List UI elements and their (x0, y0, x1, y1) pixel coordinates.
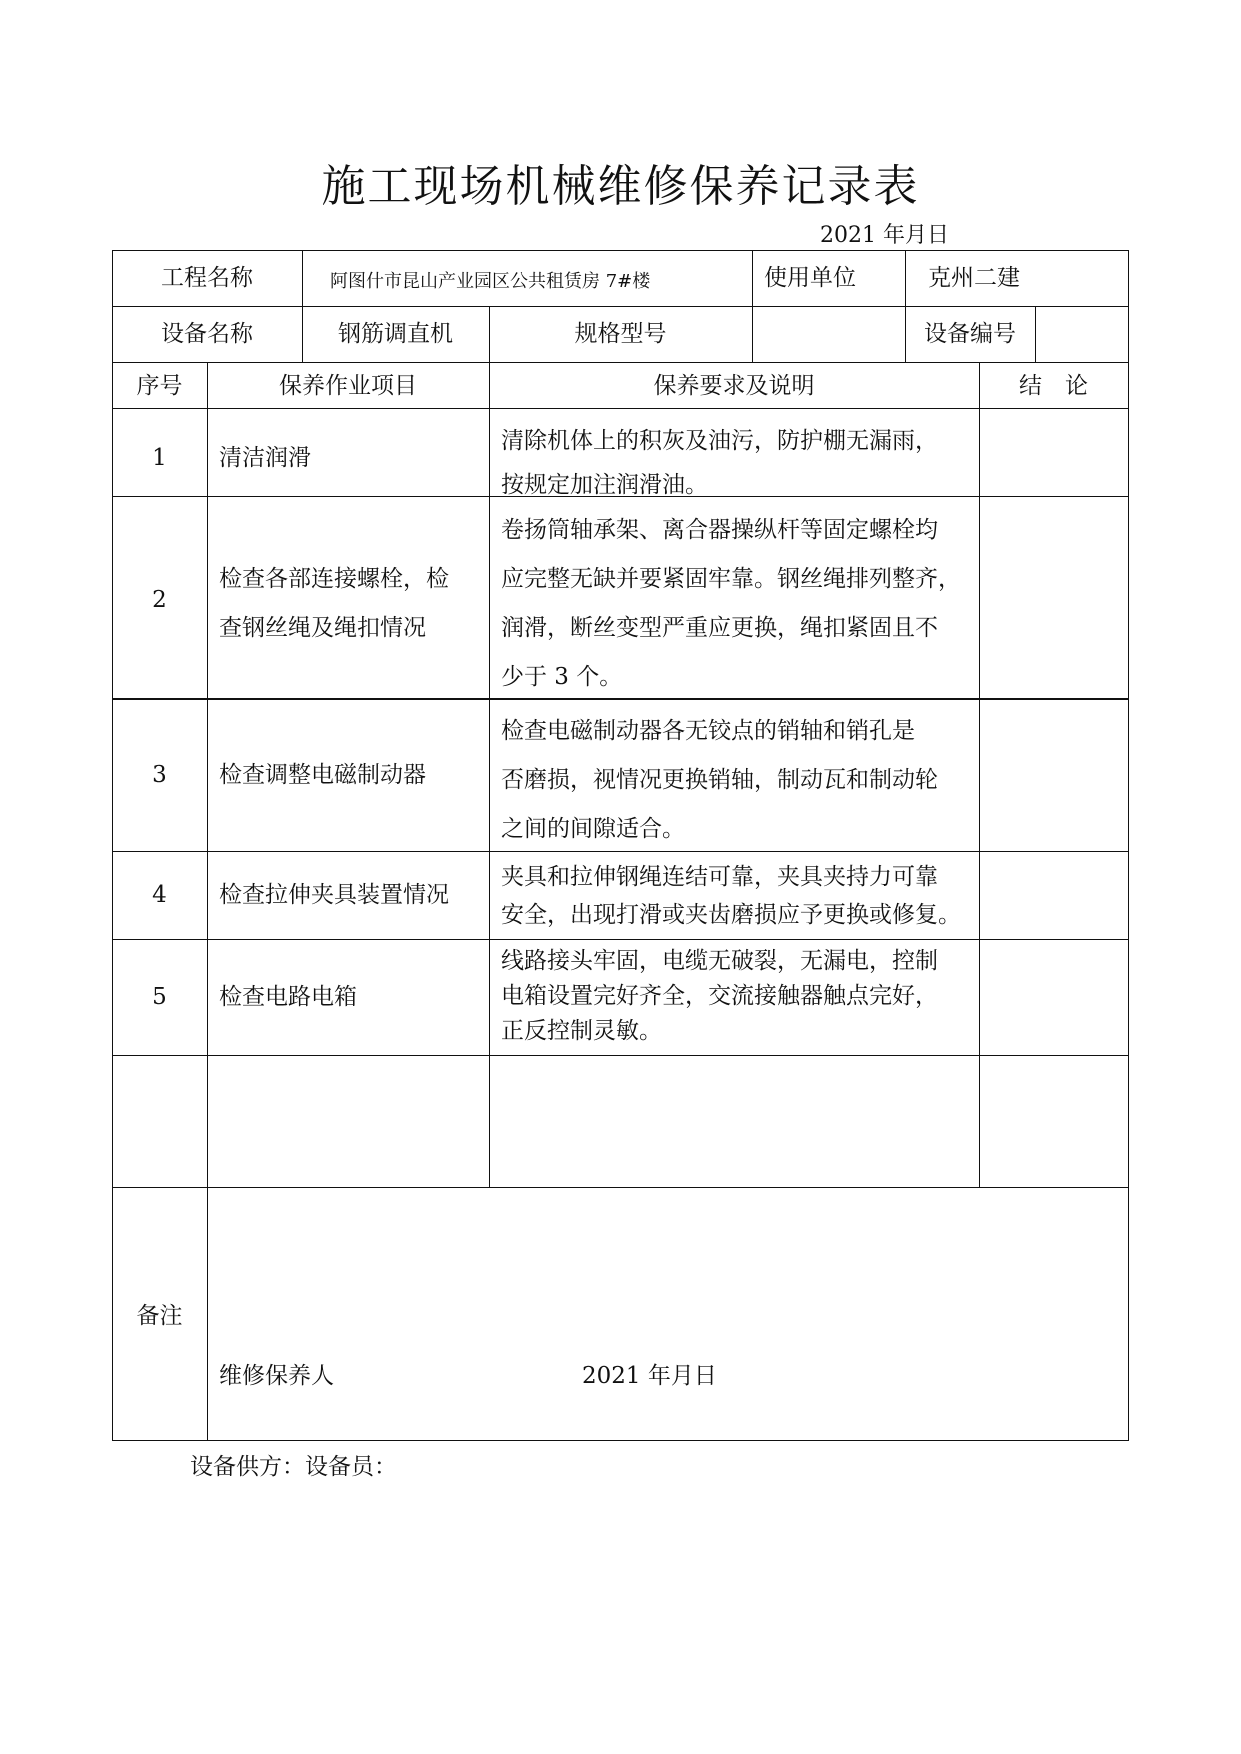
row-1-requirement (501, 419, 938, 507)
row-4-no: 4 (152, 882, 167, 908)
maintainer-label: 维修保养人 (219, 1363, 334, 1389)
row-1-req-line: 按规定加注润滑油。 (501, 472, 708, 498)
table-rule (112, 1187, 1129, 1188)
table-border-right (1128, 250, 1129, 1441)
page-title: 施工现场机械维修保养记录表 (321, 161, 920, 212)
remarks-date: 2021 年月日 (582, 1363, 717, 1389)
row-3-req-line: 否磨损，视情况更换销轴，制动瓦和制动轮 (501, 767, 938, 793)
row-1-item-line: 清洁润滑 (219, 445, 311, 471)
row-3-requirement (501, 707, 938, 854)
row-3-item (219, 762, 426, 788)
row-1-req-line: 清除机体上的积灰及油污，防护棚无漏雨， (501, 428, 938, 454)
table-rule (112, 362, 1129, 363)
remarks-label: 备注 (136, 1303, 183, 1329)
table-rule (112, 939, 1129, 940)
table-rule (489, 362, 490, 1187)
row-3-item-line: 检查调整电磁制动器 (219, 762, 426, 788)
equipment-name-value: 钢筋调直机 (338, 321, 453, 347)
row-2-req-line: 卷扬筒轴承架、离合器操纵杆等固定螺栓均 (501, 517, 938, 543)
row-3-req-line: 检查电磁制动器各无铰点的销轴和销孔是 (501, 718, 915, 744)
row-1-item (219, 445, 311, 471)
row-3-no: 3 (152, 762, 167, 788)
project-name-value: 阿图什市昆山产业园区公共租赁房 7#楼 (330, 271, 651, 292)
equipment-name-label: 设备名称 (161, 321, 253, 347)
table-rule (207, 1187, 208, 1440)
row-2-requirement (501, 506, 961, 702)
header-date: 2021 年月日 (820, 223, 949, 248)
header-result: 结 论 (1019, 373, 1088, 399)
footer-signatures: 设备供方：设备员： (190, 1454, 397, 1480)
table-rule (112, 306, 1129, 307)
user-unit-label: 使用单位 (764, 265, 856, 291)
row-1-no: 1 (152, 445, 167, 471)
row-4-req-line: 安全，出现打滑或夹齿磨损应予更换或修复。 (501, 902, 961, 928)
row-4-req-line: 夹具和拉伸钢绳连结可靠，夹具夹持力可靠 (501, 864, 938, 890)
table-border-left (112, 250, 113, 1441)
row-5-item (219, 984, 357, 1010)
row-5-requirement (501, 944, 938, 1049)
row-2-item (219, 555, 449, 653)
row-2-item-line: 查钢丝绳及绳扣情况 (219, 615, 426, 641)
row-5-req-line: 正反控制灵敏。 (501, 1018, 662, 1044)
table-border-top (112, 250, 1129, 251)
project-name-label: 工程名称 (161, 265, 253, 291)
row-5-req-line: 电箱设置完好齐全，交流接触器触点完好， (501, 983, 938, 1009)
header-item: 保养作业项目 (279, 373, 417, 399)
table-rule (752, 306, 753, 362)
row-2-req-line: 润滑，断丝变型严重应更换，绳扣紧固且不 (501, 615, 938, 641)
model-label: 规格型号 (574, 321, 667, 347)
row-2-req-line: 应完整无缺并要紧固牢靠。钢丝绳排列整齐， (501, 566, 961, 592)
row-3-req-line: 之间的间隙适合。 (501, 816, 685, 842)
table-border-bottom (112, 1440, 1129, 1441)
header-requirement: 保养要求及说明 (653, 373, 815, 399)
row-2-no: 2 (152, 587, 167, 613)
row-4-requirement (501, 858, 961, 934)
row-5-req-line: 线路接头牢固，电缆无破裂，无漏电，控制 (501, 948, 938, 974)
row-5-item-line: 检查电路电箱 (219, 984, 357, 1010)
row-4-item-line: 检查拉伸夹具装置情况 (219, 882, 449, 908)
header-no: 序号 (136, 373, 183, 399)
table-rule (207, 362, 208, 1187)
table-rule (112, 408, 1129, 409)
table-rule (112, 1055, 1129, 1056)
row-5-no: 5 (152, 984, 167, 1010)
row-4-item (219, 882, 449, 908)
row-2-item-line: 检查各部连接螺栓，检 (219, 566, 449, 592)
table-rule (752, 250, 753, 306)
table-rule (1035, 306, 1036, 362)
user-unit-value: 克州二建 (928, 265, 1020, 291)
row-2-req-line: 少于 3 个。 (501, 664, 623, 690)
equipment-no-label: 设备编号 (924, 321, 1016, 347)
table-rule (979, 362, 980, 1187)
